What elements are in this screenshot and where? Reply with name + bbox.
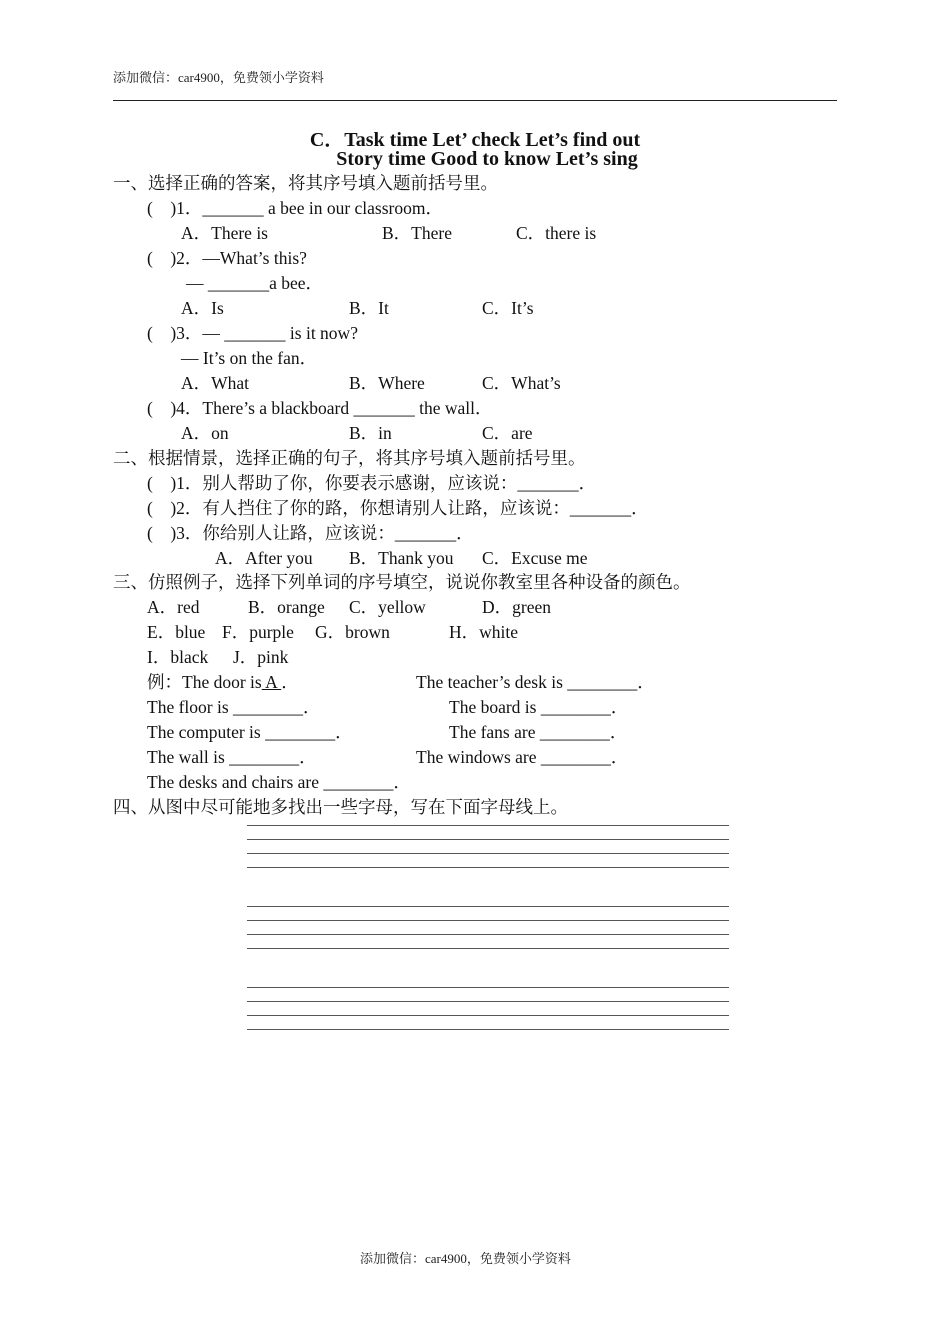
section-2-heading: 二、根据情景，选择正确的句子，将其序号填入题前括号里。 (113, 448, 586, 468)
question-1-3-line2: — It’s on the fan． (181, 348, 318, 368)
fill-sentence: The computer is ________． (147, 722, 353, 742)
header-note: 添加微信：car4900，免费领小学资料 (113, 70, 324, 85)
example-sentence (147, 674, 299, 692)
option: A．After you (215, 548, 313, 568)
option: A．Is (181, 298, 224, 318)
example-answer: A (261, 672, 282, 692)
writing-line (247, 920, 729, 921)
writing-line (247, 853, 729, 854)
question-2-3: ( )3．你给别人让路，应该说：_______． (147, 523, 474, 543)
option: B．Thank you (349, 548, 454, 568)
writing-line (247, 839, 729, 840)
option: C．there is (516, 223, 597, 243)
word-option: B．orange (248, 597, 325, 617)
question-1-2: ( )2．—What’s this? (147, 248, 307, 268)
fill-sentence: The teacher’s desk is ________． (416, 672, 655, 692)
example-prefix: 例：The door is (147, 672, 262, 692)
option: A．What (181, 373, 250, 393)
word-option: G．brown (315, 622, 390, 642)
writing-line (247, 987, 729, 988)
example-suffix: ． (281, 672, 299, 692)
writing-line (247, 825, 729, 826)
fill-sentence: The desks and chairs are ________． (147, 772, 411, 792)
writing-line (247, 1001, 729, 1002)
writing-line (247, 906, 729, 907)
word-option: C．yellow (349, 597, 426, 617)
word-option: A．red (147, 597, 200, 617)
question-1-4: ( )4．There’s a blackboard _______ the wall． (147, 398, 493, 418)
fill-sentence: The fans are ________． (449, 722, 628, 742)
word-option: J．pink (233, 647, 289, 667)
writing-line (247, 948, 729, 949)
fill-sentence: The board is ________． (449, 697, 629, 717)
option: C．are (482, 423, 533, 443)
option: B．in (349, 423, 392, 443)
header-divider (113, 100, 837, 101)
writing-line (247, 934, 729, 935)
option: C．Excuse me (482, 548, 588, 568)
option: C．It’s (482, 298, 534, 318)
word-option: I．black (147, 647, 209, 667)
footer-note: 添加微信：car4900，免费领小学资料 (360, 1251, 571, 1266)
section-3-heading: 三、仿照例子，选择下列单词的序号填空，说说你教室里各种设备的颜色。 (113, 572, 691, 592)
option: B．It (349, 298, 389, 318)
fill-sentence: The floor is ________． (147, 697, 321, 717)
writing-line (247, 1029, 729, 1030)
writing-line (247, 1015, 729, 1016)
worksheet-title-line2: Story time Good to know Let’s sing (336, 148, 638, 170)
question-2-1: ( )1．别人帮助了你，你要表示感谢，应该说：_______． (147, 473, 597, 493)
section-1-heading: 一、选择正确的答案，将其序号填入题前括号里。 (113, 173, 498, 193)
question-1-1: ( )1．_______ a bee in our classroom． (147, 198, 443, 218)
worksheet-title-line1: C．Task time Let’ check Let’s find out (309, 129, 641, 151)
question-2-2: ( )2．有人挡住了你的路，你想请别人让路，应该说：_______． (147, 498, 649, 518)
word-option: D．green (482, 597, 552, 617)
question-1-2-line2: — _______a bee． (186, 273, 324, 293)
question-1-3: ( )3．— _______ is it now? (147, 323, 358, 343)
option: B．There (382, 223, 452, 243)
writing-line (247, 867, 729, 868)
fill-sentence: The windows are ________． (416, 747, 629, 767)
option: C．What’s (482, 373, 561, 393)
option: A．There is (181, 223, 268, 243)
option: A．on (181, 423, 229, 443)
fill-sentence: The wall is ________． (147, 747, 317, 767)
word-option: H．white (449, 622, 519, 642)
word-option: E．blue (147, 622, 206, 642)
word-option: F．purple (222, 622, 294, 642)
section-4-heading: 四、从图中尽可能地多找出一些字母，写在下面字母线上。 (113, 797, 568, 817)
option: B．Where (349, 373, 425, 393)
